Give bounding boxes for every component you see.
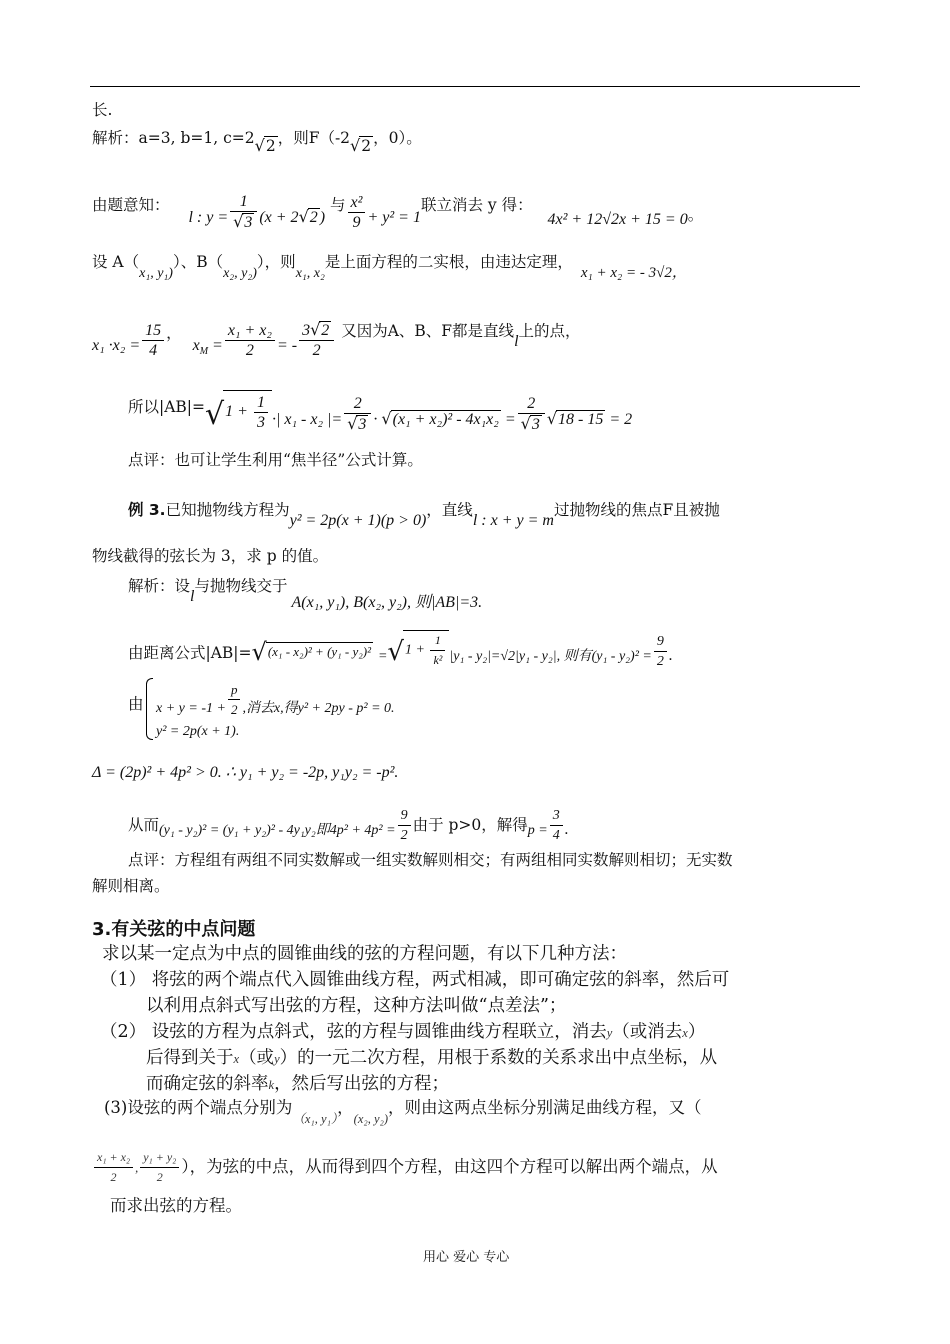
- method-1-line-1: （1） 将弦的两个端点代入圆锥曲线方程，两式相减，即可确定弦的斜率，然后可: [100, 970, 730, 990]
- distance-formula-line: 由距离公式|AB|=√(x₁ - x₂)² + (y₁ - y₂)² =√1 + $\frac{1}{\text{k²}}$ |y₁ - y₂|=√2|y₁ - y₂|, 则有(y₁ - y₂)² = $\frac{9}{2}$ .: [128, 626, 673, 670]
- comment-line: 点评：也可让学生利用“焦半径”公式计算。: [128, 451, 423, 469]
- text: ，直线: [426, 501, 473, 519]
- system-row-1: x + y = -1 + $\frac{p}{2}$ ,消去x,得y² + 2py - p² = 0.: [156, 682, 395, 717]
- comment-2-line-1: 点评：方程组有两组不同实数解或一组实数解则相交；有两组相同实数解则相切；无实数: [128, 851, 733, 869]
- text: ）: [687, 1022, 706, 1042]
- text: 过抛物线的焦点F且被抛: [553, 501, 720, 519]
- method-3-line-1: (3)设弦的两个端点分别为$_{(x_1, y_1)}$，$_{(x_2, y_2)}$，则由这两点坐标分别满足曲线方程，又（: [104, 1098, 702, 1126]
- chord-length-line: 所以|AB|=√1 + $\frac{1}{3}$ ·| x₁ - x₂ |= $\frac{2}{√3}$ · √(x₁ + x₂)² - 4x₁x₂ = $\frac{2}{√3}$ √18 - 15 = 2: [128, 384, 632, 440]
- product-line: x₁ ·x₂ = $\frac{15}{4}$ ， $x_M$ = $\frac{\text{x₁ + x₂}}{2}$ = - $\frac{3√2}{2}$ 又因为A、B、F都是直线l上的点，: [92, 320, 581, 359]
- method-2-line-1: （2） 设弦的方程为点斜式，弦的方程与圆锥曲线方程联立，消去y（或消去x）: [100, 1022, 706, 1042]
- p-symbol: p =: [527, 822, 548, 838]
- vieta-line: 设 A（x₁, y₁)）、B（x₂, y₂)），则x₁, x₂是上面方程的二实根，由违达定理，x₁ + x₂ = - 3√2，: [92, 253, 687, 281]
- section-3-intro: 求以某一定点为中点的圆锥曲线的弦的方程问题，有以下几种方法：: [102, 944, 627, 964]
- text: 由距离公式|AB|=: [128, 643, 252, 662]
- text: ）的一元二次方程，用根于系数的关系求出中点坐标，从: [279, 1048, 718, 1068]
- text: ，0）。: [373, 129, 422, 147]
- system-row-2: [156, 720, 239, 742]
- text: 由题意知：: [92, 196, 170, 214]
- text: 与: [330, 196, 346, 214]
- example-label: 例 3.: [128, 501, 166, 519]
- text: 从而: [128, 815, 160, 834]
- parabola-equation: y² = 2p(x + 1)(p > 0): [289, 512, 427, 529]
- sum-of-roots: x₁ + x₂ = - 3√2，: [580, 265, 687, 281]
- quadratic-equation: 4x² + 12√2x + 15 = 0: [547, 211, 688, 228]
- conclusion-line: 从而(y₁ - y₂)² = (y₁ + y₂)² - 4y₁y₂即4p² + 4p² = $\frac{9}{2}$ 由于 p>0，解得p = $\frac{3}{4}$ .: [128, 808, 569, 843]
- text: 后得到关于: [146, 1048, 234, 1068]
- method-2-line-2: 后得到关于x（或y）的一元二次方程，用根于系数的关系求出中点坐标，从: [146, 1048, 718, 1068]
- method-1-line-2: 以利用点斜式写出弦的方程，这种方法叫做“点差法”；: [146, 996, 567, 1016]
- text: ，然后写出弦的方程；: [274, 1074, 450, 1094]
- line-equation: l : x + y = m: [472, 512, 554, 529]
- method-3-line-3: 而求出弦的方程。: [110, 1196, 242, 1215]
- intersection-points: A(x₁, y₁), B(x₂, y₂), 则|AB|=3.: [291, 594, 483, 611]
- text: 设 A（: [92, 253, 140, 271]
- text: ）、B（: [172, 253, 224, 271]
- text: 是上面方程的二实根，由违达定理，: [324, 253, 573, 271]
- fraction-denominator: 4: [149, 341, 158, 359]
- solution-setup-line: 解析：设l与抛物线交于A(x₁, y₁), B(x₂, y₂), 则|AB|=3.: [128, 577, 483, 611]
- text: ，则F（-2: [277, 129, 351, 147]
- text: ），则: [256, 253, 296, 271]
- text: 解析：a=3, b=1, c=2: [92, 129, 255, 147]
- example-3-line: [128, 500, 720, 540]
- system-prefix: 由: [128, 695, 144, 713]
- example-3-line-2: 物线截得的弦长为 3，求 p 的值。: [92, 547, 329, 565]
- header-rule: [90, 86, 860, 87]
- expression: (y₁ - y₂)² = (y₁ + y₂)² - 4y₁y₂即4p² + 4p² =: [159, 822, 396, 838]
- text: ，为弦的中点，从而得到四个方程，由这四个方程可以解出两个端点，从: [189, 1157, 718, 1176]
- system-brace: [146, 678, 153, 740]
- page-footer: 用心 爱心 专心: [423, 1250, 510, 1265]
- text: 联立消去 y 得：: [420, 196, 533, 214]
- text: (3)设弦的两个端点分别为: [104, 1098, 293, 1117]
- method-3-line-2: $\frac{\text{x₁ + x₂}}{2}$ , $\frac{\text{y₁ + y₂}}{2}$ ），为弦的中点，从而得到四个方程，由这四个方程可以解出两个端点，从: [92, 1148, 718, 1192]
- text: 已知抛物线方程为: [165, 501, 290, 519]
- text: 解析：设: [128, 577, 191, 595]
- text: （或消去: [612, 1022, 683, 1042]
- distance-expression: |y₁ - y₂|=√2|y₁ - y₂|, 则有(y₁ - y₂)² =: [449, 648, 652, 664]
- sqrt-value: 2: [361, 137, 372, 155]
- text: （2） 设弦的方程为点斜式，弦的方程与圆锥曲线方程联立，消去: [100, 1022, 607, 1042]
- equation-part: x + y = -1 +: [156, 700, 226, 716]
- text: （或: [239, 1048, 275, 1068]
- fraction-numerator: 15: [142, 321, 164, 341]
- method-2-line-3: 而确定弦的斜率k，然后写出弦的方程；: [146, 1074, 450, 1094]
- section-3-title: 3.有关弦的中点问题: [92, 919, 256, 940]
- solution-line: 解析：a=3, b=1, c=2√2 ，则F（-2√2 ，0）。: [92, 129, 422, 155]
- equation-part: ,消去x,得y² + 2py - p² = 0.: [242, 700, 395, 716]
- text: 所以|AB|=: [128, 398, 206, 417]
- comment-2-line-2: 解则相离。: [92, 877, 170, 895]
- sqrt-value: 2: [265, 137, 276, 155]
- text: 又因为A、B、F都是直线: [341, 322, 515, 340]
- discriminant: Δ = (2p)² + 4p² > 0. ∴ y₁ + y₂ = -2p, y₁y₂ = -p².: [92, 764, 399, 781]
- text: 。: [687, 206, 704, 224]
- text: ，则由这两点坐标分别满足曲线方程，又（: [388, 1098, 702, 1117]
- product-left: x₁ ·x₂ =: [92, 337, 141, 354]
- text: 而确定弦的斜率: [146, 1074, 269, 1094]
- text-line: 长.: [92, 101, 113, 119]
- discriminant-line: [92, 762, 398, 783]
- equation-line: 由题意知： l : y = $\frac{1}{√3}$ (x + 2√2 ) 与 $\frac{\text{x²}}{9}$ + y² = 1联立消去 y 得： 4x² + 12√2x + 15 = 0。: [92, 193, 704, 231]
- text: 上的点，: [518, 322, 581, 340]
- chord-length-result: = 2: [609, 411, 633, 429]
- x-midpoint-symbol: x: [192, 337, 200, 354]
- text: 由于 p>0，解得: [412, 815, 528, 834]
- equation: y² = 2p(x + 1).: [156, 724, 240, 739]
- text: 与抛物线交于: [194, 577, 288, 595]
